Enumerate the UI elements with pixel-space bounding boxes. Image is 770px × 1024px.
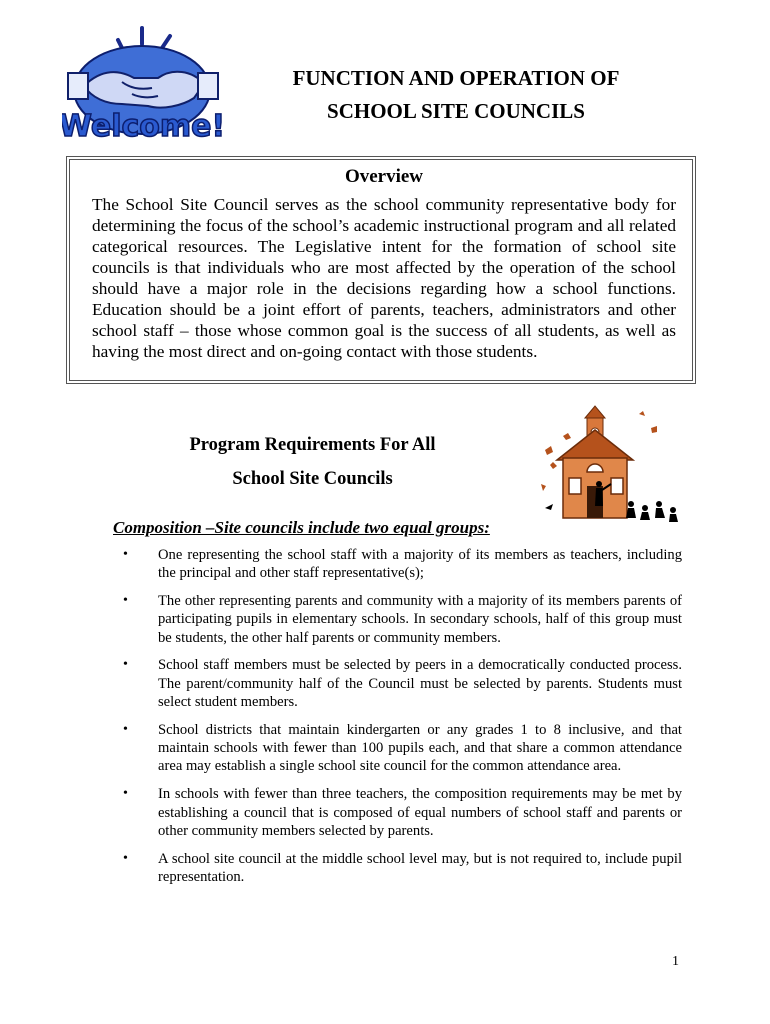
list-item-text: In schools with fewer than three teachers, the composition requirements may be met by establishing a council that is composed of equal numbers of school staff and parents or other community members selected by parents. [158,786,682,839]
list-item-text: One representing the school staff with a majority of its members as teachers, including the principal and other staff representative(s); [158,547,682,582]
requirements-title-line-1: Program Requirements For All [189,435,436,455]
title-line-1: FUNCTION AND OPERATION OF [292,66,620,90]
schoolhouse-illustration [535,400,680,530]
composition-heading: Composition –Site councils include two equal groups: [113,518,490,537]
list-item-text: School districts that maintain kindergarten or any grades 1 to 8 inclusive, and that maintain schools with fewer than 100 pupils each, and that share a common attendance area may establish a single school site council for the common attendance area. [158,721,682,775]
bullet-icon: • [123,547,128,562]
schoolhouse-icon [535,400,680,530]
overview-heading: Overview [344,166,424,187]
list-item [112,850,682,887]
bullet-icon: • [123,593,128,609]
welcome-logo [62,18,232,143]
list-item [112,592,682,647]
list-item [112,546,682,583]
requirements-title-line-2: School Site Councils [232,469,393,489]
overview-text: The School Site Council serves as the school community representative body for determining the focus of the school’s academic instructional program and all related categorical resources. The Legislative intent for the formation of school site councils is that individuals who are most affected by the operation of the school should have a major role in the decisions regarding how a school functions. Education should be a joint effort of parents, teachers, administrators and other school staff – those whose common goal is the success of all students, as well as having the most direct and on-going contact with those students. [92,195,676,361]
list-item-text: A school site council at the middle school level may, but is not required to, include pupil representation. [158,850,682,885]
bullet-icon: • [123,721,128,737]
welcome-text: Welcome! [62,109,226,143]
bullet-icon: • [123,657,128,673]
list-item-text: The other representing parents and community with a majority of its members parents of participating pupils in elementary schools. In secondary schools, half of this group must be students, the other half parents or community members. [158,593,682,646]
bullet-icon: • [123,850,128,866]
title-line-2: SCHOOL SITE COUNCILS [327,99,585,123]
requirements-title [160,428,465,496]
list-item [112,656,682,711]
handshake-welcome-icon [62,18,232,143]
list-item-text: School staff members must be selected by peers in a democratically conducted process. The parent/community half of the Council must be selected by parents. Students must select student members. [158,657,682,711]
page-title [230,62,682,128]
composition-list [112,546,682,896]
overview-box [66,156,696,384]
bullet-icon: • [123,786,128,802]
list-item [112,721,682,776]
page-number: 1 [672,954,679,969]
list-item [112,785,682,840]
